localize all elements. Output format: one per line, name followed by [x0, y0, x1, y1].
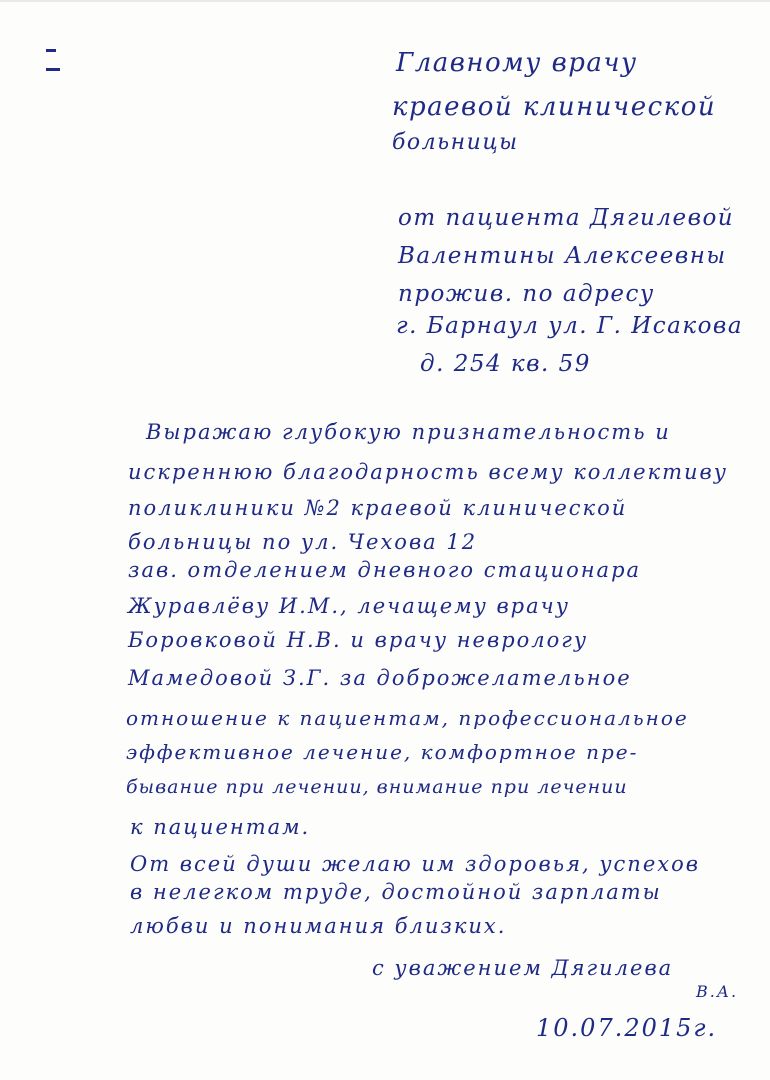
sender-line-5: д. 254 кв. 59 [420, 351, 591, 377]
body-line-13: От всей души желаю им здоровья, успехов [130, 852, 700, 876]
body-line-10: эффективное лечение, комфортное пре- [126, 740, 639, 764]
sender-line-4: г. Барнаул ул. Г. Исакова [396, 313, 744, 339]
signature-initials: В.А. [696, 982, 739, 1001]
body-line-8: Мамедовой З.Г. за доброжелательное [128, 666, 632, 690]
addressee-line-2: краевой клинической [392, 92, 717, 122]
sender-line-1: от пациента Дягилевой [398, 205, 735, 231]
body-line-9: отношение к пациентам, профессиональное [126, 706, 689, 730]
sender-line-3: прожив. по адресу [398, 281, 655, 307]
body-line-1: Выражаю глубокую признательность и [146, 420, 671, 444]
body-line-5: зав. отделением дневного стационара [128, 558, 642, 582]
body-line-15: любви и понимания близких. [130, 914, 507, 938]
letter-date: 10.07.2015г. [536, 1014, 718, 1042]
body-line-2: искреннюю благодарность всему коллективу [128, 460, 728, 484]
body-line-11: бывание при лечении, внимание при лечении [126, 776, 628, 798]
addressee-line-1: Главному врачу [396, 48, 638, 78]
body-line-12: к пациентам. [130, 815, 311, 839]
body-line-3: поликлиники №2 краевой клинической [128, 496, 628, 520]
body-line-7: Боровковой Н.В. и врачу неврологу [128, 628, 589, 652]
sender-line-2: Валентины Алексеевны [398, 243, 727, 269]
closing-line: с уважением Дягилева [372, 956, 674, 980]
body-line-14: в нелегком труде, достойной зарплаты [130, 880, 662, 904]
body-line-6: Журавлёву И.М., лечащему врачу [128, 594, 570, 618]
scan-edge [0, 0, 770, 2]
margin-dash-mark [46, 40, 80, 46]
addressee-line-3: больницы [392, 130, 519, 155]
body-line-4: больницы по ул. Чехова 12 [128, 530, 478, 554]
